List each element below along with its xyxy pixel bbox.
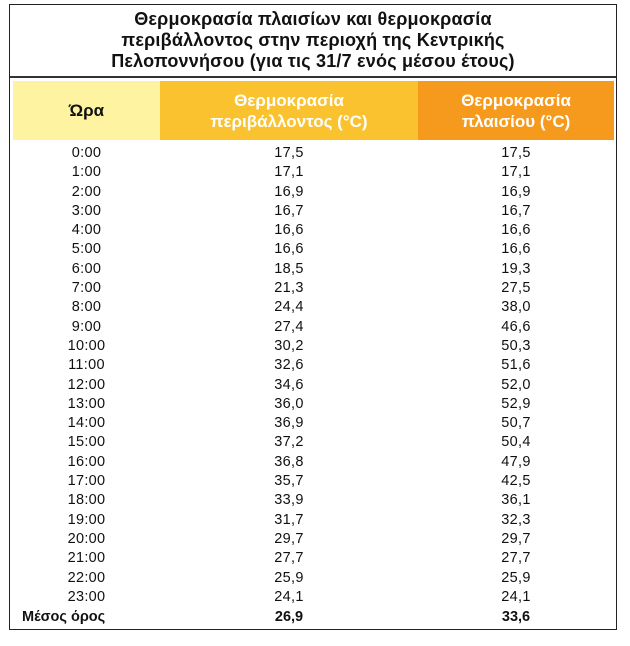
ambient-temperature-cell: 16,9 xyxy=(274,183,304,200)
panel-temperature-cell: 51,6 xyxy=(501,357,531,374)
average-panel: 33,6 xyxy=(501,609,531,625)
panel-temperature-cell: 38,0 xyxy=(501,299,531,316)
hour-cell: 11:00 xyxy=(68,357,105,374)
table-row xyxy=(10,395,616,414)
header-ambient-temperature xyxy=(160,81,418,140)
ambient-temperature-cell: 36,9 xyxy=(274,415,304,432)
hour-cell: 3:00 xyxy=(71,202,102,219)
table-row xyxy=(10,588,616,607)
hour-cell: 21:00 xyxy=(67,550,106,567)
hour-cell: 6:00 xyxy=(71,260,102,277)
average-ambient: 26,9 xyxy=(274,609,304,625)
table-row xyxy=(10,549,616,568)
table-row xyxy=(10,491,616,510)
table-frame xyxy=(9,4,617,630)
panel-temperature-cell: 50,7 xyxy=(501,415,531,432)
header-panel-temperature xyxy=(418,81,614,140)
panel-temperature-cell: 16,7 xyxy=(501,202,531,219)
hour-cell: 20:00 xyxy=(67,530,106,547)
panel-temperature-cell: 17,5 xyxy=(501,145,531,161)
table-row xyxy=(10,260,616,279)
hour-cell: 9:00 xyxy=(71,318,102,335)
table-row xyxy=(10,202,616,221)
table-row xyxy=(10,279,616,298)
table-title xyxy=(10,9,616,72)
ambient-temperature-cell: 17,5 xyxy=(274,145,304,161)
panel-temperature-cell: 16,6 xyxy=(501,241,531,258)
ambient-temperature-cell: 16,6 xyxy=(274,222,304,239)
table-row xyxy=(10,433,616,452)
ambient-temperature-cell: 17,1 xyxy=(274,164,304,181)
ambient-temperature-cell: 25,9 xyxy=(274,569,304,586)
panel-temperature-cell: 52,9 xyxy=(501,395,531,412)
hour-cell: 12:00 xyxy=(67,376,106,393)
panel-temperature-cell: 19,3 xyxy=(501,260,531,277)
ambient-temperature-cell: 34,6 xyxy=(274,376,304,393)
panel-temperature-cell: 16,9 xyxy=(501,183,531,200)
panel-temperature-cell: 36,1 xyxy=(501,492,531,509)
table-row xyxy=(10,472,616,491)
hour-cell: 13:00 xyxy=(67,395,106,412)
panel-temperature-cell: 50,4 xyxy=(501,434,531,451)
ambient-temperature-cell: 36,0 xyxy=(274,395,304,412)
ambient-temperature-cell: 29,7 xyxy=(274,530,304,547)
table-row xyxy=(10,569,616,588)
ambient-temperature-cell: 31,7 xyxy=(274,511,304,528)
hour-cell: 2:00 xyxy=(71,183,102,200)
hour-cell: 8:00 xyxy=(71,299,102,316)
panel-temperature-cell: 52,0 xyxy=(501,376,531,393)
title-line-1: Θερμοκρασία πλαισίων και θερμοκρασία xyxy=(134,9,492,29)
panel-temperature-cell: 32,3 xyxy=(501,511,531,528)
title-line-2: περιβάλλοντος στην περιοχή της Κεντρικής xyxy=(121,30,505,50)
panel-temperature-cell: 16,6 xyxy=(501,222,531,239)
title-divider xyxy=(10,76,616,78)
table-row xyxy=(10,453,616,472)
panel-temperature-cell: 27,5 xyxy=(501,280,531,297)
hour-cell: 19:00 xyxy=(67,511,106,528)
table-row xyxy=(10,240,616,259)
panel-temperature-cell: 24,1 xyxy=(501,588,531,605)
table-row xyxy=(10,356,616,375)
hour-cell: 17:00 xyxy=(67,473,106,490)
header-panel-line-2: πλαισίου (°C) xyxy=(461,111,571,131)
table-row xyxy=(10,221,616,240)
ambient-temperature-cell: 33,9 xyxy=(274,492,304,509)
ambient-temperature-cell: 16,6 xyxy=(274,241,304,258)
ambient-temperature-cell: 30,2 xyxy=(274,337,304,354)
table-body xyxy=(10,144,616,607)
ambient-temperature-cell: 16,7 xyxy=(274,202,304,219)
header-panel-line-1: Θερμοκρασία xyxy=(461,90,571,110)
hour-cell: 14:00 xyxy=(67,415,106,432)
hour-cell: 1:00 xyxy=(71,164,102,181)
header-ambient-line-1: Θερμοκρασία xyxy=(234,90,344,110)
table-row xyxy=(10,337,616,356)
ambient-temperature-cell: 37,2 xyxy=(274,434,304,451)
panel-temperature-cell: 46,6 xyxy=(501,318,531,335)
hour-cell: 0:00 xyxy=(71,145,102,161)
ambient-temperature-cell: 27,4 xyxy=(274,318,304,335)
header-hour xyxy=(13,81,160,140)
panel-temperature-cell: 29,7 xyxy=(501,530,531,547)
ambient-temperature-cell: 36,8 xyxy=(274,453,304,470)
ambient-temperature-cell: 21,3 xyxy=(274,280,304,297)
hour-cell: 4:00 xyxy=(71,222,102,239)
ambient-temperature-cell: 18,5 xyxy=(274,260,304,277)
table-row xyxy=(10,530,616,549)
hour-cell: 22:00 xyxy=(67,569,106,586)
ambient-temperature-cell: 35,7 xyxy=(274,473,304,490)
panel-temperature-cell: 27,7 xyxy=(501,550,531,567)
hour-cell: 23:00 xyxy=(67,588,106,605)
panel-temperature-cell: 42,5 xyxy=(501,473,531,490)
table-row xyxy=(10,183,616,202)
average-row xyxy=(10,607,616,627)
table-row xyxy=(10,163,616,182)
hour-cell: 7:00 xyxy=(71,280,102,297)
table-row xyxy=(10,511,616,530)
panel-temperature-cell: 25,9 xyxy=(501,569,531,586)
hour-cell: 18:00 xyxy=(67,492,106,509)
table-row xyxy=(10,318,616,337)
hour-cell: 5:00 xyxy=(71,241,102,258)
hour-cell: 16:00 xyxy=(67,453,106,470)
hour-cell: 15:00 xyxy=(67,434,106,451)
hour-cell: 10:00 xyxy=(67,337,106,354)
average-label: Μέσος όρος xyxy=(22,609,106,625)
table-row xyxy=(10,298,616,317)
panel-temperature-cell: 47,9 xyxy=(501,453,531,470)
title-line-3: Πελοποννήσου (για τις 31/7 ενός μέσου έτους) xyxy=(111,51,515,71)
panel-temperature-cell: 17,1 xyxy=(501,164,531,181)
table-row xyxy=(10,376,616,395)
ambient-temperature-cell: 27,7 xyxy=(274,550,304,567)
table-row xyxy=(10,144,616,163)
header-hour-label: Ώρα xyxy=(68,101,105,120)
header-ambient-line-2: περιβάλλοντος (°C) xyxy=(210,111,368,131)
ambient-temperature-cell: 24,1 xyxy=(274,588,304,605)
table-row xyxy=(10,414,616,433)
ambient-temperature-cell: 24,4 xyxy=(274,299,304,316)
panel-temperature-cell: 50,3 xyxy=(501,337,531,354)
ambient-temperature-cell: 32,6 xyxy=(274,357,304,374)
